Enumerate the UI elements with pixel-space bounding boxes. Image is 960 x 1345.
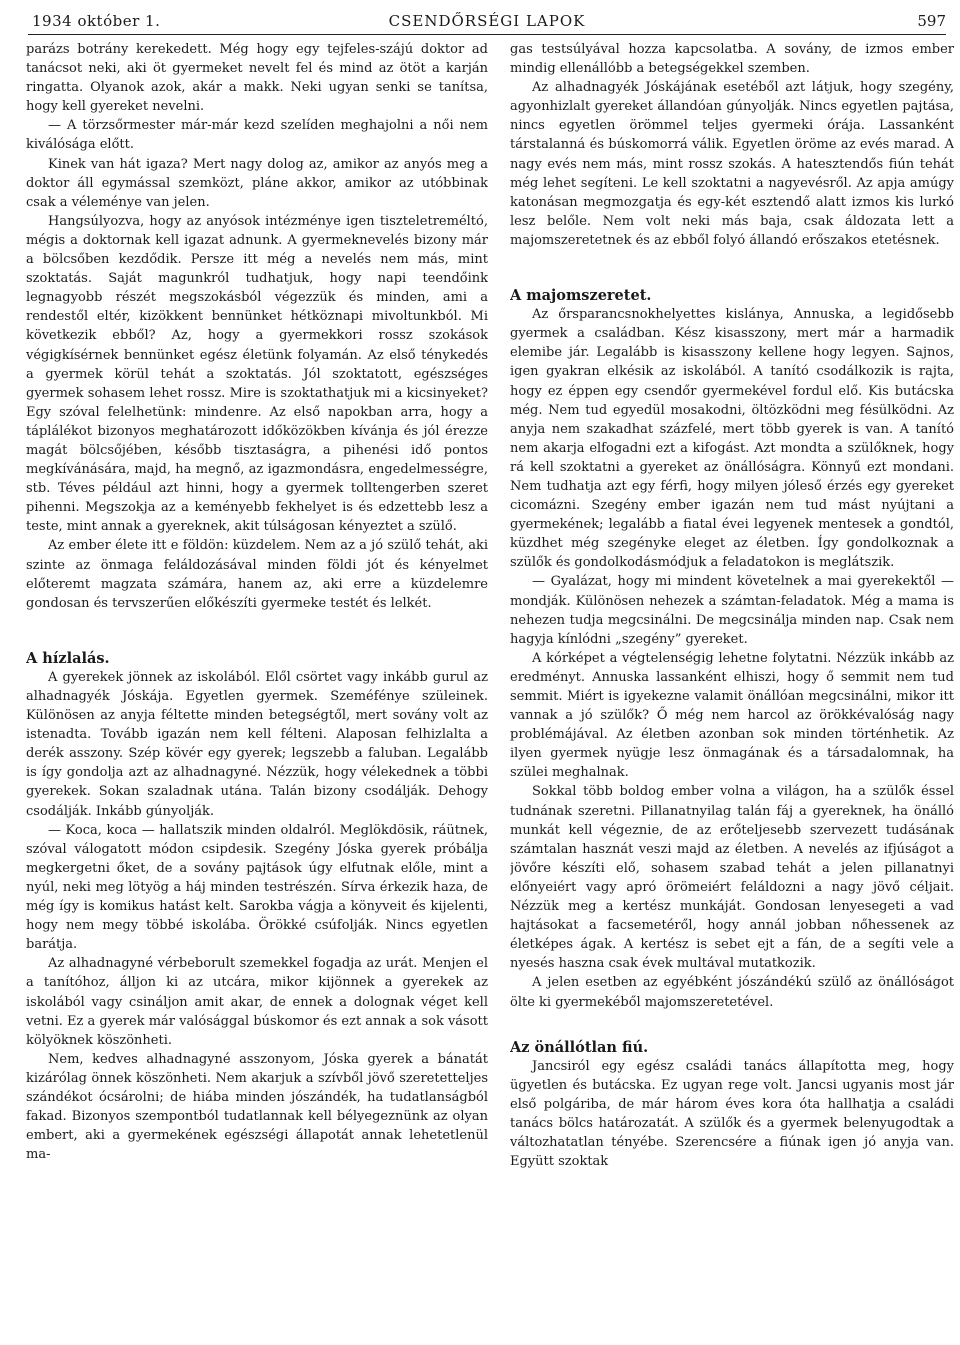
paragraph: Az őrsparancsnokhelyettes kislánya, Annuska, a legidősebb gyermek a családban. Kész kisasszony, mert már a harmadik elemibe jár. Legalább is kisasszony kellene hogy legyen. Sajnos, igen gyakran elkésik az iskolából. A tanító csodálkozik is rajta, hogy ez éppen egy csendőr gyermekével fordul elő. Kis butácska még. Nem tud egyedül mosakodni, öltözködni meg fésülködni. Az anyja nem szakadhat százfelé, mert több gyerek is van. A tanító nem akarja elfogadni ezt a kifogást. Azt mondta a szülőknek, hogy rá kell szoktatni a gyereket az önállóságra. Könnyű ezt mondani. Nem tudhatja azt egy férfi, hogy milyen jóleső érzés egy gyereket cicomázni. Szegény ember igazán nem tud mást nyújtani a gyermekének; legalább a fiatal évei legyenek mentesek a gondtól, küzdhet még szegényke eleget az életben. Így gondolkoznak a szülők és gondolkodásmódjuk a feladatokon is meglátszik. — [510, 307, 954, 571]
paragraph: A gyerekek jönnek az iskolából. Elől csörtet vagy inkább gurul az alhadnagyék Jóskája. Egyetlen gyermek. Szeméfénye szüleinek. Különösen az anyja féltette minden betegségtől, mert sovány volt az istenadta. Tovább igazán nem kell félteni. Alaposan felhizlalta a derék asszony. Szép kövér egy gyerek; legszebb a faluban. Legalább is így gondolja azt az alhadnagyné. Nézzük, hogy vélekednek a többi gyerekek. Sokan szaladnak utána. Talán bizony csodálják. Dehogy csodálják. Inkább gúnyolják. — [26, 669, 488, 819]
paragraph: Nem, kedves alhadnagyné asszonyom, Jóska gyerek a bánatát kizárólag önnek köszönheti. Nem akarjuk a szívből jövő szeretetteljes szándékot ócsárolni; de hiába minden jószándék, ha tudatlanságból fakad. Bizonyos szempontból tudatlannak kell bélyegeznünk az olyan embert, aki a gyermekének egészségi állapotát annak lehetetlenül ma- — [26, 1051, 488, 1163]
paragraph: A jelen esetben az egyébként jószándékú szülő az önállóságot ölte ki gyermekéből majomszeretetével. — [510, 975, 954, 1010]
paragraph: Jancsiról egy egész családi tanács állapította meg, hogy ügyetlen és butácska. Ez ugyan rege volt. Jancsi ugyanis most jár első polgáriba, de már három éves kora óta hallhatja a családi tanács bölcs határozatát. A szülők és a gyermek belenyugodtak a változhatatlan tényébe. Szerencsére a fiúnak igen jó anyja van. Együtt szoktak — [510, 1058, 954, 1170]
page-header — [28, 6, 946, 35]
paragraph: Kinek van hát igaza? Mert nagy dolog az, amikor az anyós meg a doktor áll egymással szemközt, pláne akkor, amikor az utóbbinak csak a véleménye van jelen. — [26, 156, 488, 210]
right-column — [510, 40, 954, 1340]
section-heading: A majomszeretet. — [510, 287, 652, 305]
issue-date: 1934 október 1. — [32, 12, 161, 30]
paragraph: Hangsúlyozva, hogy az anyósok intézménye igen tiszteletreméltó, mégis a doktornak kell igazat adnunk. A gyermeknevelés bizony már a bölcsőben kezdődik. Persze itt még a nevelés nem más, mint szoktatás. Saját magunkról tudhatjuk, hogy napi teendőink legnagyobb részét megszokásból végezzük és minden, ami a rendestől eltér, kizökkent bennünket hétköznapi mivoltunkból. Mi következik ebből? Az, hogy a gyermekkori rossz szokások végigkísérnek bennünket egész életünk folyamán. Az első ténykedés a gyermek körül tehát a szoktatás. Jól szoktatott, egészséges gyermek sohasem lehet rossz. Mire is szoktathatjuk mi a kicsinyeket? Egy szóval felelhetünk: mindenre. Az első napokban arra, hogy a táplálékot bizonyos meghatározott időközökben kívánja és jól érezze magát bölcsőjében, később tisztaságra, a pihenési idő pontos megkívánására, majd, ha megnő, az igazmondásra, engedelmességre, stb. Téves például azt hinni, hogy a gyermek tolltengerben szeret pihenni. Megszokja az a keményebb fekhelyet is és edzettebb lesz a teste, mint annak a gyereknek, akit túlságosan kényeztet a szülő. — [26, 213, 488, 535]
section-gap — [510, 1012, 954, 1038]
paragraph: Az ember élete itt e földön: küzdelem. Nem az a jó szülő tehát, aki szinte az önmaga feláldozásával minden földi jót és kényelmet előteremt magzata számára, hanem az, aki erre a küzdelemre gondosan és tervszerűen előkészíti gyermeke testét és lelkét. — [26, 538, 488, 611]
page-number: 597 — [917, 12, 946, 30]
left-column — [26, 40, 488, 1340]
paragraph: gas testsúlyával hozza kapcsolatba. A sovány, de izmos ember mindig ellenállóbb a betegségekkel szemben. — [510, 42, 954, 77]
section-gap — [26, 613, 488, 649]
paragraph: Sokkal több boldog ember volna a világon, ha a szülők éssel tudnának szeretni. Pillanatnyilag talán fáj a gyereknek, ha önálló munkát kell végeznie, de az erőteljesebb szervezett tudásának számtalan hasznát veszi majd az életben. A nevelés az ifjúságot a jövőre készíti elő, sohasem szabad tehát a jelen pillanatnyi előnyeiért vagy apró örömeiért feláldozni a nagy jövő céljait. Nézzük meg a kertész munkáját. Gondosan lenyesegeti a vad hajtásokat a facsemetéről, hogy annál jobban nőhessenek az életképes ágak. A kertész is sebet ejt a fán, de a segíti vele a nyesés haszna csak évek multával mutatkozik. — [510, 784, 954, 972]
section-heading: Az önállótlan fiú. — [510, 1038, 649, 1056]
paragraph: — Koca, koca — hallatszik minden oldalról. Meglökdösik, ráütnek, szóval válogatott módon csipdesik. Szegény Jóska gyerek próbálja megkergetni őket, de a sovány pajtások úgy elfutnak előle, mint a nyúl, neki meg lötyög a háj minden testrészén. Sírva érkezik haza, de még így is komikus hatást kelt. Sarokba vágja a könyveit és kijelenti, hogy nem megy többé iskolába. Örökké csúfolják. Nincs egyetlen barátja. — [26, 822, 488, 953]
paragraph: — Gyalázat, hogy mi mindent követelnek a mai gyerekektől — mondják. Különösen nehezek a számtan-feladatok. Még a mama is nehezen tudja megcsinálni. De megcsinálja minden nap. Csak nem hagyja kínlódni „szegény” gyereket. — [510, 574, 954, 647]
paragraph: Az alhadnagyék Jóskájának esetéből azt látjuk, hogy szegény, agyonhizlalt gyereket állandóan gúnyolják. Nincs egyetlen pajtása, nincs egyetlen örömmel teljes gyermeki órája. Lassanként társtalanná és búskomorrá válik. Egyetlen öröme az evés marad. A nagy evés nem más, mint rossz szokás. A hatesztendős fiún tehát még lehet segíteni. Le kell szoktatni a nagyevésről. Az apja amúgy katonásan megmozgatja és egy-két esztendő alatt izmos kis lurkó lesz belőle. Nem volt neki más baja, csak áldozata lett a majomszeretetnek és az ebből folyó állandó erőszakos etetésnek. — [510, 80, 954, 248]
paragraph: — A törzsőrmester már-már kezd szelíden meghajolni a női nem kiválósága előtt. — [26, 118, 488, 153]
publication-title: CSENDŐRSÉGI LAPOK — [388, 12, 586, 30]
paragraph: Az alhadnagyné vérbeborult szemekkel fogadja az urát. Menjen el a tanítóhoz, álljon ki az utcára, mikor kijönnek a gyerekek az iskolából vagy csináljon amit akar, de ennek a dolognak véget kell vetni. Ez a gyerek már valósággal búskomor és ezt annak a sok vásott kölyöknek köszönheti. — [26, 956, 488, 1048]
section-heading: A hízlalás. — [26, 649, 110, 667]
section-gap — [510, 250, 954, 286]
paragraph: parázs botrány kerekedett. Még hogy egy tejfeles-szájú doktor ad tanácsot neki, aki öt gyermeket nevelt fel és mind az ötöt a karján ringatta. Olyanok azok, akár a makk. Neki ugyan senki se tanítsa, hogy kell gyereket nevelni. — [26, 42, 488, 115]
paragraph: A kórképet a végtelenségig lehetne folytatni. Nézzük inkább az eredményt. Annuska lassanként elhiszi, hogy ő semmit nem tud semmit. Miért is igyekezne valamit önállóan megcsinálni, mikor itt vannak a jó szülők? Ő még nem harcol az örökkévalóság nagy problémájával. Az életben azonban sok minden történhetik. Az ilyen gyermek nyügje lesz önmagának és a társadalomnak, ha szülei meghalnak. — [510, 650, 954, 781]
